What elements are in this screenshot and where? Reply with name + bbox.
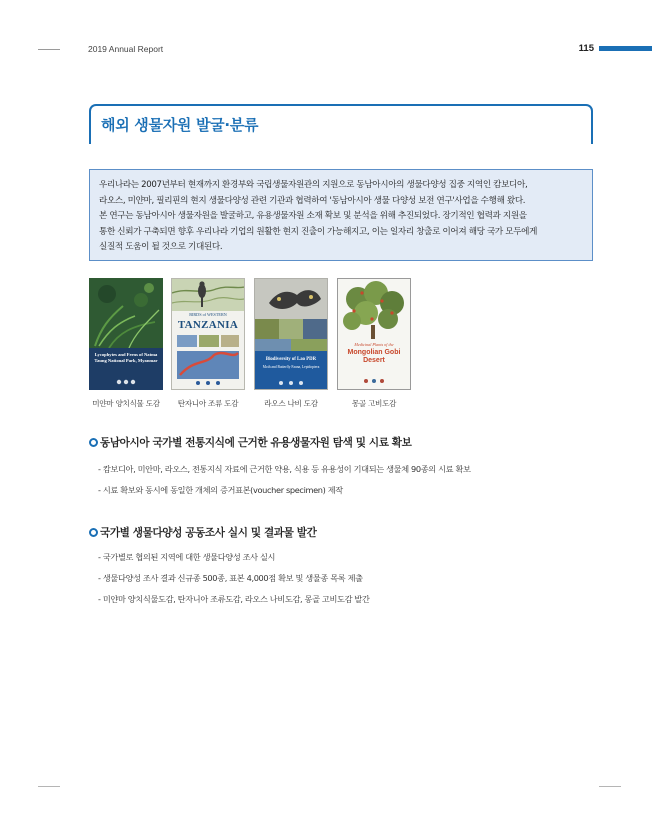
- book-caption: 라오스 나비 도감: [264, 399, 318, 408]
- bird-cover-art: [172, 279, 244, 389]
- list-item: - 생물다양성 조사 결과 신규종 500종, 표본 4,000점 확보 및 생물종 목록 제출: [98, 573, 363, 583]
- shrub-cover-art: [338, 279, 410, 389]
- book-cover-title: Biodiversity of Lao PDR: [265, 357, 317, 362]
- intro-box: [89, 169, 593, 261]
- header-rule-left: [38, 49, 60, 50]
- book-cover-mongolian-gobi: [337, 278, 411, 390]
- report-title: 2019 Annual Report: [88, 44, 164, 54]
- section-bullet-icon: [89, 438, 98, 447]
- intro-line: 우리나라는 2007년부터 현재까지 환경부와 국립생물자원관의 지원으로 동남아시아의 생물다양성 집중 지역인 캄보디아,: [99, 180, 528, 190]
- intro-line: 통한 신뢰가 구축되면 향후 우리나라 기업의 원활한 현지 진출이 가능해지고, 이는 일자리 창출로 이어져 해당 국가 모두에게: [99, 226, 538, 237]
- book-cover-title: Mongolian Gobi Desert: [347, 349, 401, 365]
- intro-line: 라오스, 미얀마, 필리핀의 현지 생물다양성 관련 기관과 협력하여 '동남아시아 생물 다양성 보전 연구'사업을 수행해 왔다.: [99, 195, 526, 206]
- book-caption: 미얀마 양치식물 도감: [92, 399, 160, 408]
- list-item: - 미얀마 양치식물도감, 탄자니아 조류도감, 라오스 나비도감, 몽골 고비도감 발간: [98, 594, 370, 604]
- book-cover-small-title: Medicinal Plants of the: [354, 342, 394, 347]
- book-cover-laos-butterflies: [254, 278, 328, 390]
- book-cover-title: Lycophytes and Ferns of Natma Taung National Park, Myanmar: [94, 352, 158, 363]
- page-number: 115: [578, 43, 594, 54]
- subsection-title: 동남아시아 국가별 전통지식에 근거한 유용생물자원 탐색 및 시료 확보: [100, 437, 412, 449]
- list-item: - 시료 확보와 동시에 동일한 개체의 증거표본(voucher specimen) 제작: [98, 485, 343, 495]
- header-accent-bar: [599, 46, 652, 51]
- book-cover-myanmar-ferns: [89, 278, 163, 390]
- fern-cover-art: [89, 278, 163, 390]
- footer-rule-right: [599, 786, 621, 787]
- intro-line: 실질적 도움이 될 것으로 기대된다.: [99, 242, 223, 253]
- subsection-title: 국가별 생물다양성 공동조사 실시 및 결과물 발간: [100, 527, 317, 539]
- book-cover-title: TANZANIA: [177, 319, 239, 331]
- footer-rule-left: [38, 786, 60, 787]
- section-title: 해외 생물자원 발굴·분류: [101, 116, 259, 134]
- list-item: - 캄보디아, 미안마, 라오스, 전통지식 자료에 근거한 약용, 식용 등 유용성이 기대되는 생물체 90종의 시료 확보: [98, 464, 471, 474]
- intro-line: 본 연구는 동남아시아 생물자원을 발굴하고, 유용생물자원 소재 확보 및 분석을 위해 추진되었다. 장기적인 협력과 지원을: [99, 211, 527, 222]
- book-cover-tanzania-birds: [171, 278, 245, 390]
- book-caption: 몽골 고비도감: [351, 399, 397, 408]
- book-caption: 탄자니아 조류 도감: [177, 399, 239, 408]
- list-item: - 국가별로 협의된 지역에 대한 생물다양성 조사 실시: [98, 552, 276, 562]
- book-cover-small-title: BIRDS of WESTERN: [189, 312, 227, 317]
- butterfly-cover-art: [255, 279, 327, 389]
- book-cover-subtitle: Moth and Butterfly Fauna, Lepidoptera: [262, 365, 320, 369]
- section-bullet-icon: [89, 528, 98, 537]
